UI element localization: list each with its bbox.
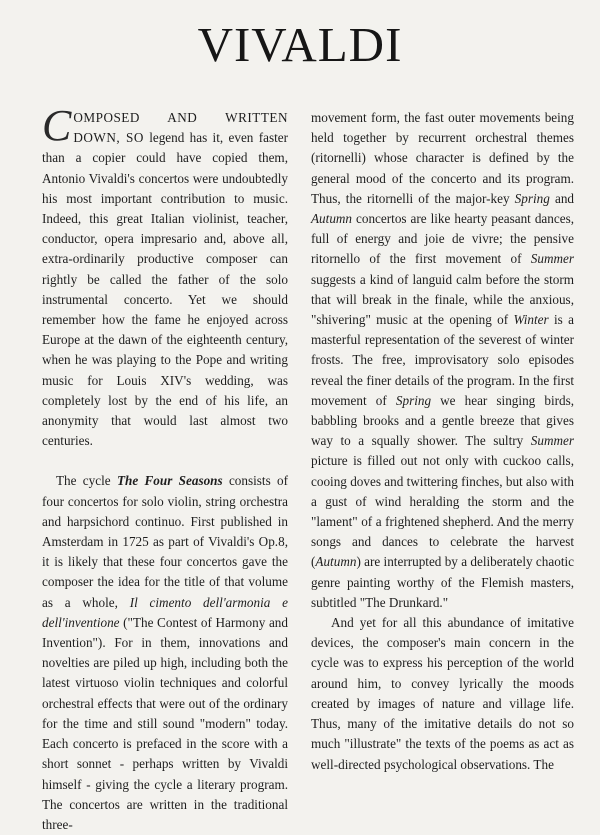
text-run: picture is filled out not only with cuckoo calls, cooing doves and twittering finches, but also with a gust of wind heralding the storm and the "lament" of a frightened shepherd. And the merry songs and dances to celebrate the harvest ( [311, 453, 574, 570]
text-run: and [554, 190, 575, 206]
text-run: suggests a kind of languid calm before the storm that will break in the finale, while the anxious, "shivering" music at the opening of [311, 271, 574, 328]
text-run: is a masterful representation of the severest of winter frosts. The free, improvisatory solo episodes reveal the finer details of the program. In the first movement of [311, 312, 575, 408]
text-run: ) are interrupted by a deliberately chaotic genre painting worthy of the Flemish masters, subtitled "The Drunkard." [311, 554, 574, 610]
italic-term: Spring [514, 190, 550, 206]
text-run: consists of four concertos for solo violin, string orchestra and harpsichord continuo. First published in Amsterdam in 1725 as part of Vivaldi's Op.8, it is likely that these four concertos gave the composer the idea for the title of that volume as a whole, [42, 473, 289, 610]
text-run: The cycle [56, 473, 111, 489]
paragraph-four-seasons [42, 471, 288, 835]
work-title-italic: Il cimento dell'armonia e dell'inventione [42, 594, 288, 630]
lead-in-caps: OMPOSED AND WRITTEN DOWN, SO [73, 110, 288, 146]
italic-term: Summer [530, 433, 575, 449]
text-run: we hear singing birds, babbling brooks and a gentle breeze that gives way to a squally shower. The sultry [311, 392, 575, 449]
paragraph-imitative-devices: And yet for all this abundance of imitative devices, the composer's main concern in the cycle was to express his perception of the world around him, to convey lyrically the moods created by images of nature and village life. Thus, many of the imitative details do not so much "illustrate" the texts of the poems as act as well-directed psychological observations. The [311, 615, 574, 772]
paragraph-intro [42, 101, 288, 451]
left-column [42, 101, 289, 835]
italic-term: Spring [395, 392, 432, 408]
text-run: movement form, the fast outer movements being held together by recurrent orchestral themes (ritornelli) whose character is defined by the general mood of the concerto and its program. Thus, the ritornelli of the major-key [311, 110, 574, 206]
right-column [311, 108, 574, 775]
italic-term: Summer [530, 251, 574, 267]
italic-term: Winter [513, 312, 549, 328]
work-title-bold: The Four Seasons [116, 473, 223, 489]
drop-cap: C [42, 101, 72, 150]
text-run: concertos are like hearty peasant dances, full of energy and joie de vivre; the pensive ritornello of the first movement of [311, 211, 574, 267]
page-title: VIVALDI [197, 17, 403, 72]
italic-term: Autumn [311, 211, 353, 227]
paragraph-ritornelli [311, 108, 574, 613]
paragraph-intro-text: legend has it, even faster than a copier could have copied them, Antonio Vivaldi's concertos were undoubtedly his most important contribution to music. Indeed, this great Italian violinist, teacher, conductor, opera impresario and, above all, extra-ordinarily productive composer can rightly be called the father of the solo instrumental concerto. Yet we should remember how the fame he enjoyed across Europe at the dawn of the eighteenth century, when he was playing to the Pope and writing music for Louis XIV's wedding, was completely lost by the end of his life, an anonymity that would last almost two centuries. [42, 130, 288, 449]
italic-term: Autumn [315, 554, 357, 570]
text-run: ("The Contest of Harmony and Invention"). For in them, innovations and novelties are piled up high, including both the latest virtuoso violin techniques and colorful orchestral effects that were out of the ordinary for the time and still sound "modern" today. Each concerto is prefaced in the score with a short sonnet - perhaps written by Vivaldi himself - giving the cycle a literary program. The concertos are written in the traditional three- [42, 614, 288, 832]
